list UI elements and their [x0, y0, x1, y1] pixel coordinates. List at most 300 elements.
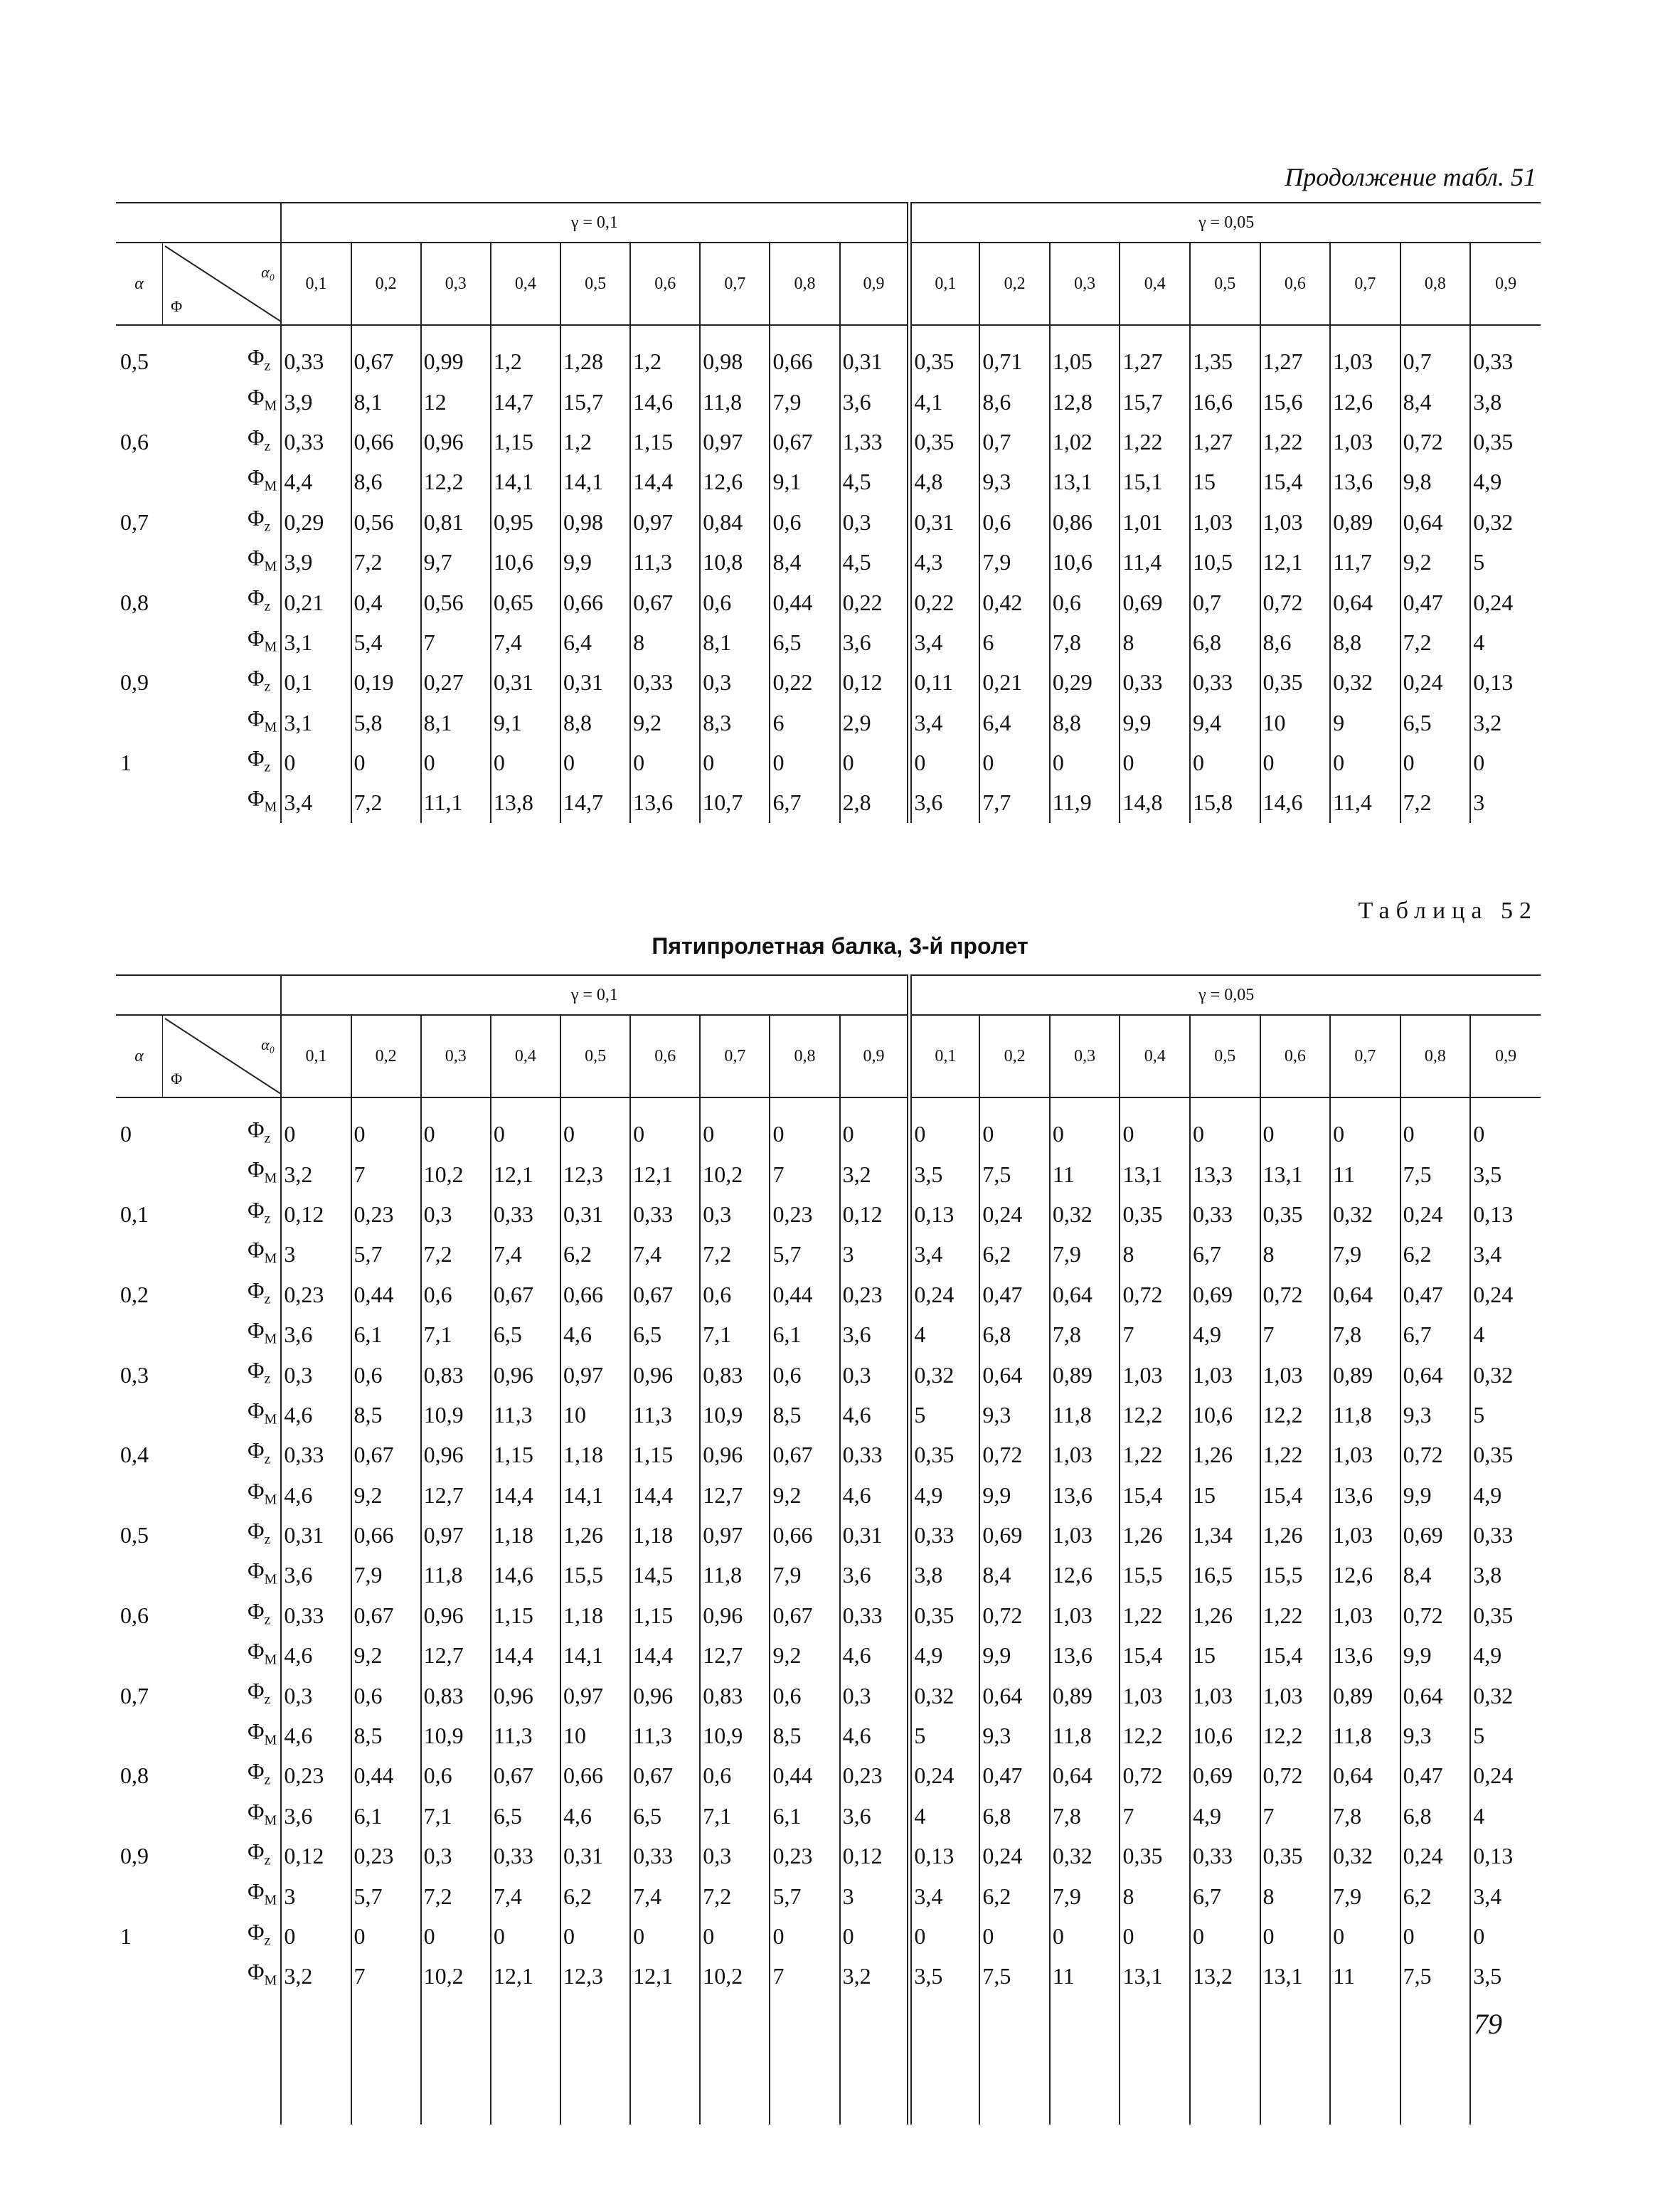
phi-symbol: $\Phi_M$	[248, 1718, 277, 1748]
table-cell: 4,1	[910, 381, 980, 421]
table-cell: 5	[1470, 1395, 1541, 1435]
table-cell: 3,1	[281, 622, 351, 662]
alpha0-label: α₀	[261, 1036, 275, 1053]
table-cell: 0,44	[351, 1755, 421, 1795]
table-cell: 0	[910, 1916, 980, 1956]
table-cell: 3,4	[1470, 1876, 1541, 1915]
table-cell: 0,3	[421, 1836, 491, 1876]
table-cell: 11,3	[491, 1395, 560, 1435]
table-cell: 0,24	[979, 1836, 1050, 1876]
table-cell: 6,4	[979, 703, 1050, 743]
table-cell: 0	[281, 743, 351, 782]
table-cell: 0,31	[840, 1515, 910, 1555]
table-cell: 14,1	[560, 1475, 630, 1515]
table-cell: 3,4	[1470, 1234, 1541, 1274]
table-cell: 6,5	[630, 1796, 700, 1836]
table-cell: 1,22	[1120, 1595, 1190, 1635]
phi-symbol: $\Phi_M$	[248, 624, 277, 655]
table-row	[116, 1956, 1541, 1996]
table-cell: 0,35	[1260, 662, 1331, 702]
table-cell: 1,27	[1120, 341, 1190, 381]
table-cell: 1,15	[491, 422, 560, 462]
table-cell: 7,1	[421, 1314, 491, 1354]
phi-symbol: $\Phi_z$	[248, 1437, 271, 1467]
table-cell: 3,6	[910, 782, 980, 822]
alpha0-column-header: 0,6	[1260, 1015, 1331, 1097]
table-cell: 0	[1190, 1916, 1260, 1956]
table-cell: 1,03	[1050, 1435, 1120, 1474]
table-cell: 0,3	[281, 1675, 351, 1715]
table-cell: 3,5	[910, 1956, 980, 1996]
alpha0-column-header: 0,2	[351, 1015, 421, 1097]
table-cell: 15,7	[560, 381, 630, 421]
table-cell: 3	[840, 1234, 910, 1274]
table-cell: 11,8	[1050, 1395, 1120, 1435]
table-cell: 0,12	[281, 1194, 351, 1234]
table-cell: 3,8	[1470, 381, 1541, 421]
table-cell: 1,15	[491, 1435, 560, 1474]
table-cell: 8,4	[770, 542, 839, 582]
table-cell: 0,33	[491, 1836, 560, 1876]
table-cell: 10	[560, 1395, 630, 1435]
alpha-value: 1	[120, 1923, 132, 1949]
table-cell: 4,6	[840, 1635, 910, 1675]
table-cell: 0,33	[281, 341, 351, 381]
table-cell: 0,6	[351, 1354, 421, 1394]
alpha0-column-header: 0,9	[840, 243, 910, 325]
table-cell: 9,2	[630, 703, 700, 743]
table-cell: 13,6	[1330, 1475, 1400, 1515]
table-cell: 9	[1330, 703, 1400, 743]
table-cell: 7	[351, 1154, 421, 1193]
table-cell: 5,7	[351, 1234, 421, 1274]
table-cell: 9,9	[560, 542, 630, 582]
alpha-value: 0,5	[120, 349, 149, 375]
table-cell: 0,24	[910, 1755, 980, 1795]
table-cell: 13,1	[1120, 1956, 1190, 1996]
table-cell: 0,35	[910, 1595, 980, 1635]
table-cell: 0,4	[351, 582, 421, 622]
table-cell: 7,2	[1400, 622, 1471, 662]
phi-label: Φ	[171, 1070, 183, 1088]
table-cell: 8,4	[979, 1555, 1050, 1595]
phi-alpha0-corner-header	[162, 243, 281, 325]
table-cell: 4,9	[1470, 1475, 1541, 1515]
table-cell: 5,8	[351, 703, 421, 743]
table-cell: 6,8	[1400, 1796, 1471, 1836]
table-cell: 0,86	[1050, 502, 1120, 542]
table-51-continuation	[116, 202, 1541, 823]
gamma-left-header: γ = 0,1	[281, 975, 909, 1015]
table-cell: 3,2	[281, 1956, 351, 1996]
alpha-column-header: α	[116, 243, 162, 325]
table-cell: 4,5	[840, 462, 910, 501]
table-cell: 3,4	[910, 1234, 980, 1274]
alpha-value	[116, 1154, 162, 1193]
table-cell: 0	[491, 1916, 560, 1956]
table-cell: 6,5	[491, 1314, 560, 1354]
table-cell: 11,8	[421, 1555, 491, 1595]
table-cell: 9,3	[979, 462, 1050, 501]
table-cell: 1,03	[1330, 341, 1400, 381]
gamma-right-header: γ = 0,05	[910, 975, 1541, 1015]
table-cell: 7	[1120, 1314, 1190, 1354]
table-cell: 7,8	[1050, 622, 1120, 662]
table-cell: 0	[1400, 743, 1471, 782]
table-cell: 0,31	[491, 662, 560, 702]
table-cell: 6,5	[770, 622, 839, 662]
table-cell: 0,3	[840, 1675, 910, 1715]
table-cell: 7,9	[351, 1555, 421, 1595]
table-cell: 11,9	[1050, 782, 1120, 822]
table-cell: 2,8	[840, 782, 910, 822]
table-cell: 9,8	[1400, 462, 1471, 501]
table-cell: 0,69	[1190, 1755, 1260, 1795]
table-cell: 0	[1120, 1916, 1190, 1956]
table-cell: 8	[1260, 1234, 1331, 1274]
table-row	[116, 582, 1541, 622]
table-cell: 7,5	[979, 1956, 1050, 1996]
alpha-value	[116, 1555, 162, 1595]
table-cell: 3,5	[1470, 1956, 1541, 1996]
table-cell: 7,1	[421, 1796, 491, 1836]
table-cell: 1,18	[560, 1435, 630, 1474]
table-cell: 6,2	[1400, 1234, 1471, 1274]
table-cell: 8	[1120, 622, 1190, 662]
table-cell: 3,6	[281, 1555, 351, 1595]
table-cell: 6,4	[560, 622, 630, 662]
table-cell: 1,27	[1260, 341, 1331, 381]
table-cell: 14,4	[630, 1475, 700, 1515]
phi-symbol: $\Phi_M$	[248, 785, 277, 815]
table-cell: 4,6	[281, 1635, 351, 1675]
table-cell: 0,32	[1470, 502, 1541, 542]
table-cell: 0	[1260, 1916, 1331, 1956]
phi-symbol: $\Phi_M$	[248, 1798, 277, 1829]
table-row	[116, 1354, 1541, 1394]
table-cell: 10,9	[421, 1395, 491, 1435]
table-cell: 8,5	[770, 1395, 839, 1435]
table-cell: 8,5	[351, 1395, 421, 1435]
table-cell: 16,6	[1190, 381, 1260, 421]
table-row	[116, 1234, 1541, 1274]
table-cell: 4	[1470, 1314, 1541, 1354]
table-cell: 6,7	[1190, 1234, 1260, 1274]
alpha0-column-header: 0,9	[1470, 243, 1541, 325]
table-cell: 0,96	[421, 422, 491, 462]
table-cell: 1,03	[1260, 502, 1331, 542]
table-cell: 8,4	[1400, 1555, 1471, 1595]
table-cell: 9,2	[770, 1475, 839, 1515]
table-cell: 14,4	[630, 462, 700, 501]
table-cell: 0	[910, 1114, 980, 1154]
table-cell: 6,7	[770, 782, 839, 822]
table-row	[116, 1154, 1541, 1193]
table-cell: 0,96	[421, 1435, 491, 1474]
table-cell: 3,2	[840, 1154, 910, 1193]
table-row	[116, 1755, 1541, 1795]
table-cell: 7,9	[770, 1555, 839, 1595]
table-cell: 15,4	[1260, 1475, 1331, 1515]
table-cell: 11,8	[1330, 1716, 1400, 1755]
table-cell: 0,31	[560, 1194, 630, 1234]
table-cell: 6,7	[1400, 1314, 1471, 1354]
table-cell: 9,1	[770, 462, 839, 501]
table-cell: 7,4	[630, 1876, 700, 1915]
table-cell: 1,03	[1330, 422, 1400, 462]
table-cell: 7,2	[421, 1876, 491, 1915]
table-cell: 1,01	[1120, 502, 1190, 542]
table-cell: 4,6	[560, 1796, 630, 1836]
table-cell: 6,8	[979, 1796, 1050, 1836]
table-cell: 7,1	[700, 1314, 770, 1354]
table-cell: 0	[281, 1114, 351, 1154]
table-cell: 6,1	[770, 1314, 839, 1354]
table-cell: 9,9	[1120, 703, 1190, 743]
table-cell: 6	[770, 703, 839, 743]
table-row	[116, 1635, 1541, 1675]
table-cell: 7,5	[1400, 1154, 1471, 1193]
table-cell: 15,4	[1260, 1635, 1331, 1675]
table-cell: 3,1	[281, 703, 351, 743]
table-cell: 0,72	[1120, 1755, 1190, 1795]
phi-symbol: $\Phi_M$	[248, 384, 277, 414]
table-cell: 4,9	[1470, 1635, 1541, 1675]
table-cell: 1,03	[1260, 1675, 1331, 1715]
table-cell: 0,3	[840, 502, 910, 542]
table-cell: 15,5	[1260, 1555, 1331, 1595]
table-cell: 1,03	[1120, 1675, 1190, 1715]
alpha-value: 0,6	[120, 1602, 149, 1628]
table-cell: 9,3	[979, 1716, 1050, 1755]
table-cell: 0,3	[281, 1354, 351, 1394]
table-cell: 3,8	[1470, 1555, 1541, 1595]
phi-symbol: $\Phi_z$	[248, 1117, 271, 1147]
table-cell: 11,3	[630, 542, 700, 582]
table-cell: 4,9	[1470, 462, 1541, 501]
table-cell: 0,96	[630, 1675, 700, 1715]
table-cell: 0,64	[1330, 1275, 1400, 1314]
table-cell: 9,2	[351, 1475, 421, 1515]
table-cell: 0,33	[630, 662, 700, 702]
table-cell: 11,8	[1050, 1716, 1120, 1755]
table-cell: 0,97	[421, 1515, 491, 1555]
table-cell: 15,1	[1120, 462, 1190, 501]
table-cell: 0	[630, 1916, 700, 1956]
phi-symbol: $\Phi_z$	[248, 1277, 271, 1307]
table-cell: 0	[560, 1916, 630, 1956]
table-cell: 0	[770, 1114, 839, 1154]
alpha0-column-header: 0,1	[281, 1015, 351, 1097]
table-cell: 0,56	[421, 582, 491, 622]
table-cell: 11,4	[1120, 542, 1190, 582]
table-row	[116, 622, 1541, 662]
table-row	[116, 662, 1541, 702]
phi-symbol: $\Phi_M$	[248, 464, 277, 494]
table-cell: 0,31	[560, 662, 630, 702]
table-cell: 4,9	[910, 1635, 980, 1675]
table-cell: 6,1	[351, 1796, 421, 1836]
table-cell: 0	[281, 1916, 351, 1956]
alpha0-column-header: 0,7	[1330, 243, 1400, 325]
table-cell: 0,98	[560, 502, 630, 542]
alpha-value	[116, 1876, 162, 1915]
table-cell: 1,26	[1190, 1435, 1260, 1474]
table-cell: 0,67	[491, 1755, 560, 1795]
table-cell: 12,1	[1260, 542, 1331, 582]
table-cell: 8,3	[700, 703, 770, 743]
table-cell: 6,5	[630, 1314, 700, 1354]
table-cell: 7,4	[630, 1234, 700, 1274]
table-row	[116, 542, 1541, 582]
table-cell: 0	[770, 743, 839, 782]
table-cell: 0,66	[351, 1515, 421, 1555]
table-cell: 0	[840, 1916, 910, 1956]
table-cell: 9,2	[770, 1635, 839, 1675]
table-cell: 14,1	[560, 462, 630, 501]
table-cell: 12,2	[1260, 1395, 1331, 1435]
table-cell: 0,23	[770, 1836, 839, 1876]
table-cell: 3	[1470, 782, 1541, 822]
table-cell: 6,2	[979, 1234, 1050, 1274]
table-cell: 1,34	[1190, 1515, 1260, 1555]
alpha0-column-header: 0,8	[770, 243, 839, 325]
alpha-value	[116, 542, 162, 582]
table-cell: 8,8	[1050, 703, 1120, 743]
table-cell: 0	[1120, 1114, 1190, 1154]
table-cell: 0	[630, 1114, 700, 1154]
table-cell: 0	[1400, 1916, 1471, 1956]
table-cell: 15,4	[1120, 1635, 1190, 1675]
table-52-label: Таблица 52	[1358, 898, 1538, 924]
table-cell: 0,66	[770, 341, 839, 381]
phi-symbol: $\Phi_z$	[248, 1918, 271, 1949]
table-cell: 12,7	[421, 1475, 491, 1515]
table-cell: 0,32	[910, 1675, 980, 1715]
table-cell: 3,5	[1470, 1154, 1541, 1193]
table-row	[116, 381, 1541, 421]
table-cell: 1,2	[630, 341, 700, 381]
table-cell: 0,13	[1470, 1836, 1541, 1876]
table-cell: 0	[351, 743, 421, 782]
table-cell: 8,6	[1260, 622, 1331, 662]
table-cell: 3,4	[281, 782, 351, 822]
table-cell: 0,13	[910, 1194, 980, 1234]
table-cell: 0,84	[700, 502, 770, 542]
table-cell: 0,35	[1470, 1435, 1541, 1474]
table-cell: 0,3	[840, 1354, 910, 1394]
alpha0-column-header: 0,2	[979, 1015, 1050, 1097]
table-cell: 12	[421, 381, 491, 421]
table-row	[116, 1876, 1541, 1915]
table-cell: 13,1	[1260, 1154, 1331, 1193]
table-cell: 0,89	[1050, 1675, 1120, 1715]
table-cell: 0,64	[1400, 1354, 1471, 1394]
table-cell: 0,32	[910, 1354, 980, 1394]
table-cell: 0,35	[1260, 1194, 1331, 1234]
table-cell: 0	[910, 743, 980, 782]
table-cell: 0,33	[1190, 1836, 1260, 1876]
table-cell: 0,35	[1470, 422, 1541, 462]
table-cell: 0,22	[910, 582, 980, 622]
table-row	[116, 1675, 1541, 1715]
table-cell: 4,6	[281, 1716, 351, 1755]
table-cell: 0,33	[1470, 341, 1541, 381]
table-cell: 6,8	[1190, 622, 1260, 662]
table-cell: 8,1	[421, 703, 491, 743]
phi-symbol: $\Phi_z$	[248, 1357, 271, 1387]
table-cell: 0,27	[421, 662, 491, 702]
table-cell: 0,56	[351, 502, 421, 542]
alpha0-column-header: 0,3	[421, 243, 491, 325]
table-cell: 0,33	[910, 1515, 980, 1555]
table-row	[116, 1836, 1541, 1876]
alpha-value	[116, 703, 162, 743]
table-cell: 11,8	[1330, 1395, 1400, 1435]
table-cell: 10,2	[700, 1956, 770, 1996]
alpha0-column-header: 0,4	[491, 1015, 560, 1097]
table-cell: 10,2	[421, 1154, 491, 1193]
table-cell: 1,03	[1050, 1595, 1120, 1635]
table-cell: 3,8	[910, 1555, 980, 1595]
table-cell: 11,3	[630, 1395, 700, 1435]
table-cell: 7	[1120, 1796, 1190, 1836]
table-cell: 0,97	[700, 1515, 770, 1555]
table-cell: 1,26	[1260, 1515, 1331, 1555]
continuation-title: Продолжение табл. 51	[1285, 163, 1536, 191]
table-cell: 0,21	[979, 662, 1050, 702]
table-cell: 6,2	[560, 1234, 630, 1274]
alpha0-column-header: 0,1	[910, 243, 980, 325]
table-cell: 3	[840, 1876, 910, 1915]
table-cell: 1,28	[560, 341, 630, 381]
table-cell: 11	[1330, 1956, 1400, 1996]
table-cell: 9,2	[351, 1635, 421, 1675]
alpha-value: 0	[120, 1121, 132, 1147]
alpha-value	[116, 782, 162, 822]
table-cell: 12,6	[700, 462, 770, 501]
table-cell: 0,67	[770, 1435, 839, 1474]
phi-symbol: $\Phi_M$	[248, 1397, 277, 1428]
table-cell: 0,67	[630, 1755, 700, 1795]
table-cell: 0,7	[1400, 341, 1471, 381]
table-cell: 0,95	[491, 502, 560, 542]
alpha-value: 0,3	[120, 1361, 149, 1388]
table-cell: 13,1	[1120, 1154, 1190, 1193]
table-row	[116, 1515, 1541, 1555]
table-cell: 3,2	[281, 1154, 351, 1193]
table-cell: 0,64	[1330, 582, 1400, 622]
table-cell: 7	[351, 1956, 421, 1996]
table-cell: 0	[770, 1916, 839, 1956]
table-cell: 0,23	[351, 1194, 421, 1234]
alpha0-column-header: 0,8	[770, 1015, 839, 1097]
table-row	[116, 703, 1541, 743]
phi-symbol: $\Phi_z$	[248, 344, 271, 374]
table-cell: 6,2	[560, 1876, 630, 1915]
table-cell: 0,89	[1050, 1354, 1120, 1394]
table-cell: 7,8	[1330, 1314, 1400, 1354]
alpha0-column-header: 0,6	[630, 1015, 700, 1097]
phi-symbol: $\Phi_z$	[248, 424, 271, 454]
table-cell: 13,6	[630, 782, 700, 822]
alpha0-column-header: 0,6	[1260, 243, 1331, 325]
table-cell: 14,7	[491, 381, 560, 421]
phi-symbol: $\Phi_z$	[248, 504, 271, 534]
alpha-value: 0,4	[120, 1442, 149, 1468]
table-cell: 11,3	[491, 1716, 560, 1755]
table-cell: 12,7	[700, 1635, 770, 1675]
